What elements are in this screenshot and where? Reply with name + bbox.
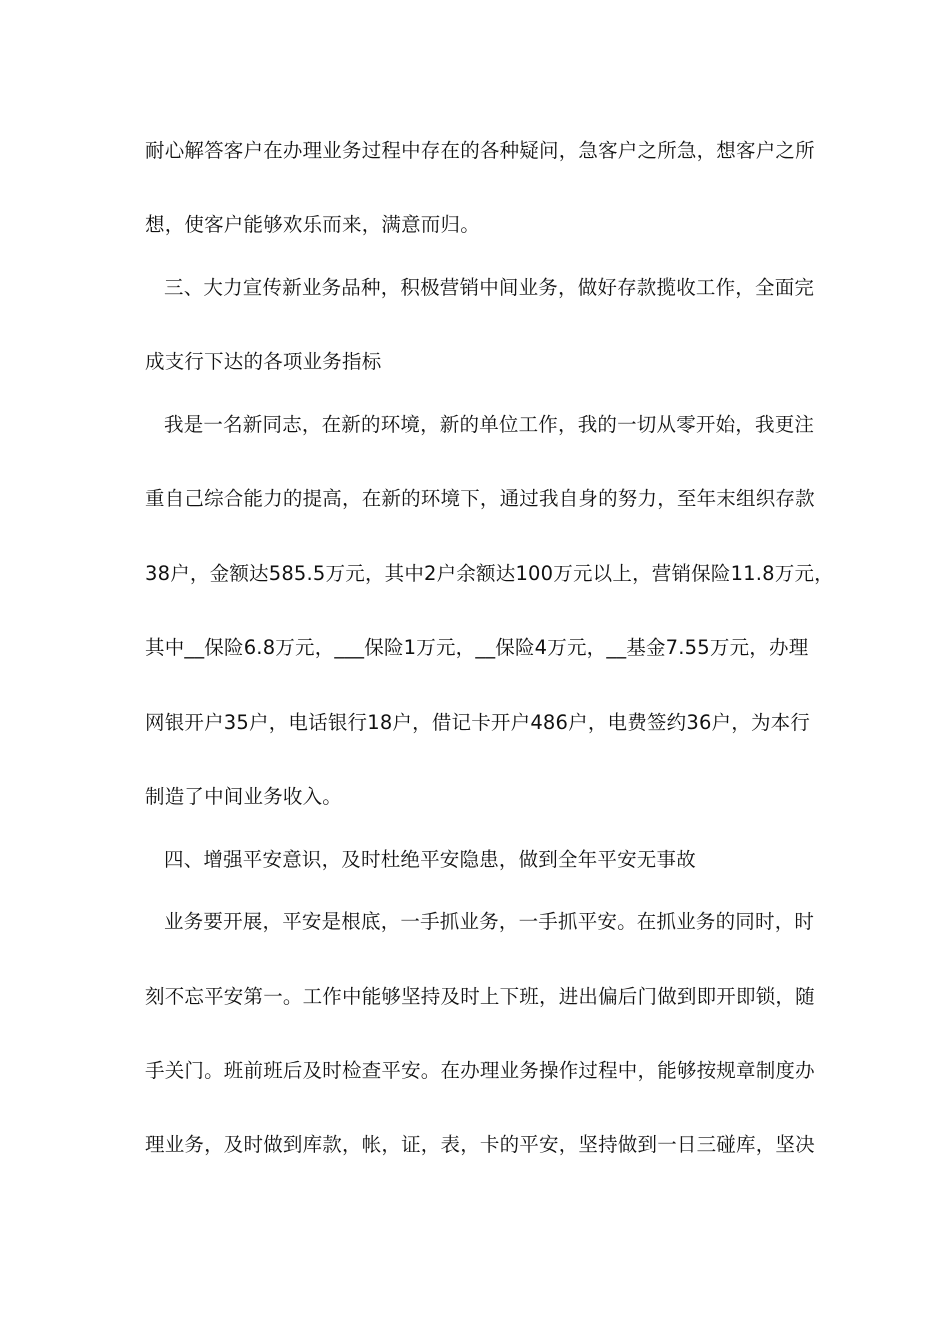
text-line: 耐心解答客户在办理业务过程中存在的各种疑问，急客户之所急，想客户之所	[145, 139, 815, 162]
text-line: 我是一名新同志，在新的环境，新的单位工作，我的一切从零开始，我更注	[164, 413, 815, 436]
text-line: 手关门。班前班后及时检查平安。在办理业务操作过程中，能够按规章制度办	[145, 1059, 815, 1082]
section-heading-3: 三、大力宣传新业务品种，积极营销中间业务，做好存款揽收工作，全面完	[164, 276, 815, 299]
text-line: 想，使客户能够欢乐而来，满意而归。	[145, 213, 480, 236]
text-line: 业务要开展，平安是根底，一手抓业务，一手抓平安。在抓业务的同时，时	[164, 910, 815, 933]
text-line: 理业务，及时做到库款，帐，证，表，卡的平安，坚持做到一日三碰库，坚决	[145, 1133, 815, 1156]
section-heading-4: 四、增强平安意识，及时杜绝平安隐患，做到全年平安无事故	[164, 848, 696, 871]
text-line: 刻不忘平安第一。工作中能够坚持及时上下班，进出偏后门做到即开即锁，随	[145, 985, 815, 1008]
text-line: 成支行下达的各项业务指标	[145, 350, 382, 373]
text-line: 重自己综合能力的提高，在新的环境下，通过我自身的努力，至年末组织存款	[145, 487, 815, 510]
text-line: 其中__保险6.8万元，___保险1万元，__保险4万元，__基金7.55万元，办理	[145, 636, 809, 659]
text-line: 38户，金额达585.5万元，其中2户余额达100万元以上，营销保险11.8万元，	[145, 562, 834, 585]
text-line: 制造了中间业务收入。	[145, 785, 343, 808]
text-line: 网银开户35户，电话银行18户，借记卡开户486户，电费签约36户，为本行	[145, 711, 811, 734]
